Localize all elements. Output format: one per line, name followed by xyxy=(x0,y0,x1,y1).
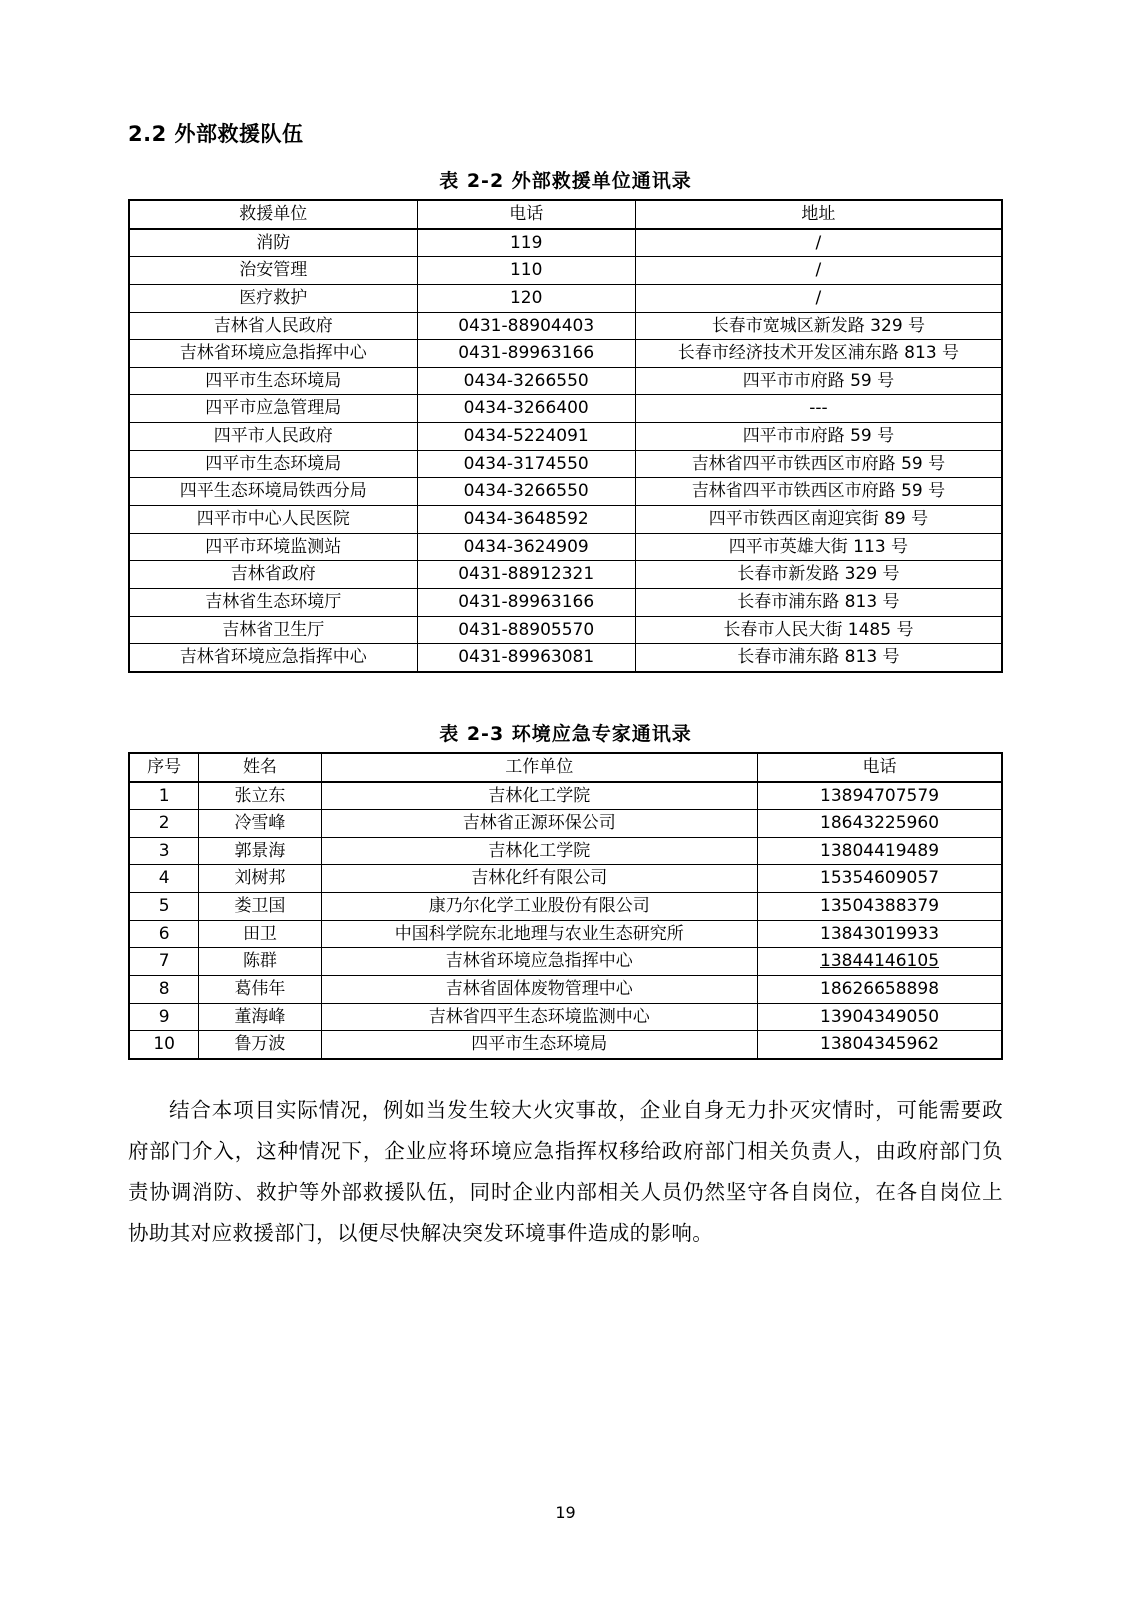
table-cell: 0434-3648592 xyxy=(417,506,635,534)
table-cell: 田卫 xyxy=(199,920,321,948)
table-cell: 治安管理 xyxy=(129,257,417,285)
table-row xyxy=(129,1003,1002,1031)
table-cell: 长春市新发路 329 号 xyxy=(635,561,1002,589)
table-cell: 13844146105 xyxy=(758,948,1002,976)
table-cell: 吉林省政府 xyxy=(129,561,417,589)
table-row xyxy=(129,367,1002,395)
table-2-2 xyxy=(128,199,1003,673)
table-row xyxy=(129,284,1002,312)
table-cell: 吉林省人民政府 xyxy=(129,312,417,340)
table-cell: 0434-3266550 xyxy=(417,478,635,506)
table-cell: 8 xyxy=(129,976,199,1004)
table-cell: 吉林省环境应急指挥中心 xyxy=(321,948,758,976)
table-cell: 13904349050 xyxy=(758,1003,1002,1031)
table-cell: 四平市英雄大街 113 号 xyxy=(635,533,1002,561)
table-row xyxy=(129,312,1002,340)
table-row xyxy=(129,810,1002,838)
table-cell: 葛伟年 xyxy=(199,976,321,1004)
table-cell: 0431-89963081 xyxy=(417,644,635,672)
table-row xyxy=(129,506,1002,534)
table-cell: 长春市人民大街 1485 号 xyxy=(635,616,1002,644)
table-cell: / xyxy=(635,284,1002,312)
table-cell: 长春市经济技术开发区浦东路 813 号 xyxy=(635,340,1002,368)
table-cell: 消防 xyxy=(129,229,417,257)
table-cell: 长春市浦东路 813 号 xyxy=(635,588,1002,616)
table-cell: 吉林化工学院 xyxy=(321,837,758,865)
table-cell: 长春市宽城区新发路 329 号 xyxy=(635,312,1002,340)
table-cell: 0431-89963166 xyxy=(417,340,635,368)
table-cell: 冷雪峰 xyxy=(199,810,321,838)
table-row xyxy=(129,865,1002,893)
table-cell: 四平市人民政府 xyxy=(129,423,417,451)
table-cell: 15354609057 xyxy=(758,865,1002,893)
table-cell: 吉林省卫生厅 xyxy=(129,616,417,644)
table-cell: 120 xyxy=(417,284,635,312)
table-header-row xyxy=(129,200,1002,229)
table-cell: 2 xyxy=(129,810,199,838)
table-cell: 0431-88912321 xyxy=(417,561,635,589)
column-header: 救援单位 xyxy=(129,200,417,229)
column-header: 地址 xyxy=(635,200,1002,229)
table-cell: 吉林省环境应急指挥中心 xyxy=(129,644,417,672)
table-cell: 娄卫国 xyxy=(199,893,321,921)
table-cell: / xyxy=(635,229,1002,257)
table-2-2-caption: 表 2-2 外部救援单位通讯录 xyxy=(439,170,692,192)
page-number: 19 xyxy=(555,1503,576,1522)
table-cell: 四平市生态环境局 xyxy=(129,450,417,478)
table-row xyxy=(129,423,1002,451)
table-cell: 18626658898 xyxy=(758,976,1002,1004)
table-cell: 1 xyxy=(129,782,199,810)
table-cell: 3 xyxy=(129,837,199,865)
table-cell: 0434-3266400 xyxy=(417,395,635,423)
column-header: 序号 xyxy=(129,753,199,782)
table-cell: 吉林省正源环保公司 xyxy=(321,810,758,838)
column-header: 电话 xyxy=(758,753,1002,782)
table-cell: 13894707579 xyxy=(758,782,1002,810)
table-cell: 吉林省环境应急指挥中心 xyxy=(129,340,417,368)
table-row xyxy=(129,395,1002,423)
table-cell: 13804345962 xyxy=(758,1031,1002,1059)
table-row xyxy=(129,450,1002,478)
table-cell: 0434-5224091 xyxy=(417,423,635,451)
table-cell: 5 xyxy=(129,893,199,921)
table-row xyxy=(129,837,1002,865)
table-cell: 6 xyxy=(129,920,199,948)
table-cell: 0431-88905570 xyxy=(417,616,635,644)
table-row xyxy=(129,948,1002,976)
table-cell: 医疗救护 xyxy=(129,284,417,312)
table-cell: 四平生态环境局铁西分局 xyxy=(129,478,417,506)
table-row xyxy=(129,478,1002,506)
table-cell: 0434-3174550 xyxy=(417,450,635,478)
table-cell: 郭景海 xyxy=(199,837,321,865)
table-2-3-caption: 表 2-3 环境应急专家通讯录 xyxy=(439,722,692,745)
table-cell: 110 xyxy=(417,257,635,285)
table-cell: 0434-3266550 xyxy=(417,367,635,395)
table-cell: 吉林省固体废物管理中心 xyxy=(321,976,758,1004)
table-cell: 张立东 xyxy=(199,782,321,810)
table-cell: 9 xyxy=(129,1003,199,1031)
table-row xyxy=(129,644,1002,672)
table-row xyxy=(129,533,1002,561)
table-row xyxy=(129,340,1002,368)
table-cell: 吉林化工学院 xyxy=(321,782,758,810)
table-cell: 18643225960 xyxy=(758,810,1002,838)
table-row xyxy=(129,257,1002,285)
table-cell: 鲁万波 xyxy=(199,1031,321,1059)
table-row xyxy=(129,229,1002,257)
table-cell: 0434-3624909 xyxy=(417,533,635,561)
table-cell: 10 xyxy=(129,1031,199,1059)
table-cell: 四平市中心人民医院 xyxy=(129,506,417,534)
table-row xyxy=(129,920,1002,948)
table-row xyxy=(129,588,1002,616)
table-cell: 119 xyxy=(417,229,635,257)
table-cell: 董海峰 xyxy=(199,1003,321,1031)
table-cell: 13504388379 xyxy=(758,893,1002,921)
table-row xyxy=(129,782,1002,810)
table-row xyxy=(129,893,1002,921)
table-cell: 吉林化纤有限公司 xyxy=(321,865,758,893)
table-cell: 吉林省生态环境厅 xyxy=(129,588,417,616)
table-header-row xyxy=(129,753,1002,782)
table-cell: 7 xyxy=(129,948,199,976)
table-cell: 4 xyxy=(129,865,199,893)
table-row xyxy=(129,616,1002,644)
column-header: 电话 xyxy=(417,200,635,229)
table-cell: 陈群 xyxy=(199,948,321,976)
table-cell: 四平市应急管理局 xyxy=(129,395,417,423)
table-cell: 0431-88904403 xyxy=(417,312,635,340)
table-cell: 四平市环境监测站 xyxy=(129,533,417,561)
table-cell: 四平市生态环境局 xyxy=(321,1031,758,1059)
table-cell: --- xyxy=(635,395,1002,423)
table-row xyxy=(129,976,1002,1004)
table-cell: 0431-89963166 xyxy=(417,588,635,616)
table-cell: 13804419489 xyxy=(758,837,1002,865)
column-header: 姓名 xyxy=(199,753,321,782)
body-paragraph: 结合本项目实际情况，例如当发生较大火灾事故，企业自身无力扑灭灾情时，可能需要政府部门介入，这种情况下，企业应将环境应急指挥权移给政府部门相关负责人，由政府部门负责协调消防、救护等外部救援队伍，同时企业内部相关人员仍然坚守各自岗位，在各自岗位上协助其对应救援部门，以便尽快解决突发环境事件造成的影响。 xyxy=(128,1097,1003,1245)
table-cell: / xyxy=(635,257,1002,285)
table-cell: 四平市市府路 59 号 xyxy=(635,367,1002,395)
table-cell: 康乃尔化学工业股份有限公司 xyxy=(321,893,758,921)
column-header: 工作单位 xyxy=(321,753,758,782)
table-row xyxy=(129,1031,1002,1059)
table-row xyxy=(129,561,1002,589)
table-cell: 四平市铁西区南迎宾街 89 号 xyxy=(635,506,1002,534)
table-2-3 xyxy=(128,752,1003,1060)
table-cell: 吉林省四平市铁西区市府路 59 号 xyxy=(635,478,1002,506)
table-cell: 刘树邦 xyxy=(199,865,321,893)
table-cell: 四平市市府路 59 号 xyxy=(635,423,1002,451)
table-cell: 中国科学院东北地理与农业生态研究所 xyxy=(321,920,758,948)
table-cell: 13843019933 xyxy=(758,920,1002,948)
table-cell: 吉林省四平市铁西区市府路 59 号 xyxy=(635,450,1002,478)
section-heading: 2.2 外部救援队伍 xyxy=(128,122,304,146)
table-cell: 吉林省四平生态环境监测中心 xyxy=(321,1003,758,1031)
table-cell: 长春市浦东路 813 号 xyxy=(635,644,1002,672)
table-cell: 四平市生态环境局 xyxy=(129,367,417,395)
